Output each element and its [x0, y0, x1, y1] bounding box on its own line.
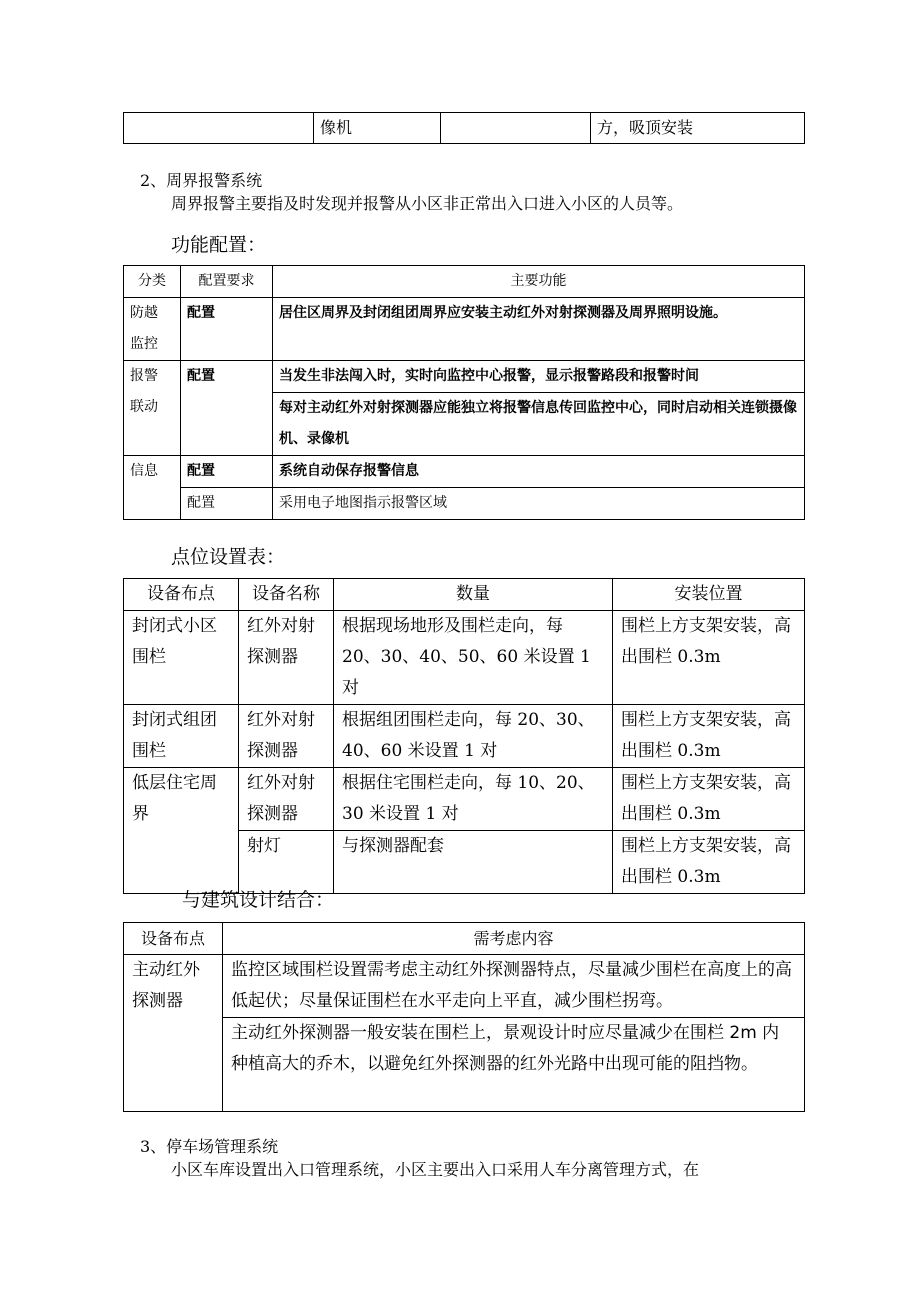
section3-intro: 小区车库设置出入口管理系统，小区主要出入口采用人车分离管理方式，在 [171, 1160, 700, 1179]
category-cell: 信息 [124, 456, 181, 520]
table-row [124, 611, 805, 705]
section3-title: 3、停车场管理系统 [140, 1137, 279, 1156]
header-cell: 主要功能 [273, 266, 805, 298]
header-cell: 分类 [124, 266, 181, 298]
table-cell: 方，吸顶安装 [591, 113, 805, 144]
table-row [124, 361, 805, 393]
table-row [124, 113, 805, 144]
function-cell: 居住区周界及封闭组团周界应安装主动红外对射探测器及周界照明设施。 [273, 298, 805, 361]
quantity-cell: 根据现场地形及围栏走向，每 20、30、40、50、60 米设置 1 对 [334, 611, 613, 705]
table-row [124, 705, 805, 768]
table-row [124, 456, 805, 488]
function-cell: 每对主动红外对射探测器应能独立将报警信息传回监控中心，同时启动相关连锁摄像机、录像机 [273, 393, 805, 456]
table-header-row [124, 266, 805, 298]
function-cell: 采用电子地图指示报警区域 [273, 488, 805, 520]
header-cell: 设备布点 [124, 579, 239, 611]
requirement-cell: 配置 [181, 361, 273, 456]
position-cell: 围栏上方支架安装，高出围栏 0.3m [613, 705, 805, 768]
header-cell: 数量 [334, 579, 613, 611]
top-fragment-table [123, 112, 805, 144]
table-cell [441, 113, 591, 144]
section2-intro: 周界报警主要指及时发现并报警从小区非正常出入口进入小区的人员等。 [171, 194, 684, 213]
point-settings-table [123, 578, 805, 894]
function-cell: 当发生非法闯入时，实时向监控中心报警，显示报警路段和报警时间 [273, 361, 805, 393]
point-cell: 主动红外探测器 [124, 955, 223, 1112]
function-config-heading: 功能配置： [171, 234, 267, 256]
point-cell: 封闭式小区围栏 [124, 611, 239, 705]
requirement-cell: 配置 [181, 298, 273, 361]
table-row [124, 488, 805, 520]
building-design-heading: 与建筑设计结合： [182, 889, 335, 911]
content-cell: 主动红外探测器一般安装在围栏上，景观设计时应尽量减少在围栏 2m 内种植高大的乔木，以避免红外探测器的红外光路中出现可能的阻挡物。 [223, 1018, 805, 1112]
function-cell: 系统自动保存报警信息 [273, 456, 805, 488]
header-cell: 设备布点 [124, 923, 223, 955]
header-cell: 安装位置 [613, 579, 805, 611]
requirement-cell: 配置 [181, 488, 273, 520]
category-cell: 报警 联动 [124, 361, 181, 456]
quantity-cell: 根据住宅围栏走向，每 10、20、30 米设置 1 对 [334, 768, 613, 831]
name-cell: 红外对射探测器 [239, 705, 334, 768]
point-cell: 封闭式组团围栏 [124, 705, 239, 768]
header-cell: 设备名称 [239, 579, 334, 611]
quantity-cell: 与探测器配套 [334, 831, 613, 894]
name-cell: 红外对射探测器 [239, 768, 334, 831]
name-cell: 射灯 [239, 831, 334, 894]
table-cell [124, 113, 314, 144]
point-settings-heading: 点位设置表： [171, 546, 286, 568]
section2-title: 2、周界报警系统 [140, 171, 263, 190]
building-design-table [123, 922, 805, 1112]
content-cell: 监控区域围栏设置需考虑主动红外探测器特点，尽量减少围栏在高度上的高低起伏；尽量保证围栏在水平走向上平直，减少围栏拐弯。 [223, 955, 805, 1018]
table-row [124, 955, 805, 1018]
function-config-table [123, 265, 805, 520]
point-cell: 低层住宅周界 [124, 768, 239, 894]
name-cell: 红外对射探测器 [239, 611, 334, 705]
header-cell: 需考虑内容 [223, 923, 805, 955]
quantity-cell: 根据组团围栏走向，每 20、30、40、60 米设置 1 对 [334, 705, 613, 768]
table-header-row [124, 579, 805, 611]
position-cell: 围栏上方支架安装，高出围栏 0.3m [613, 768, 805, 831]
table-row [124, 298, 805, 361]
position-cell: 围栏上方支架安装，高出围栏 0.3m [613, 831, 805, 894]
table-header-row [124, 923, 805, 955]
position-cell: 围栏上方支架安装，高出围栏 0.3m [613, 611, 805, 705]
category-cell: 防越 监控 [124, 298, 181, 361]
header-cell: 配置要求 [181, 266, 273, 298]
table-row [124, 768, 805, 831]
table-row [124, 1018, 805, 1112]
requirement-cell: 配置 [181, 456, 273, 488]
table-cell: 像机 [314, 113, 441, 144]
